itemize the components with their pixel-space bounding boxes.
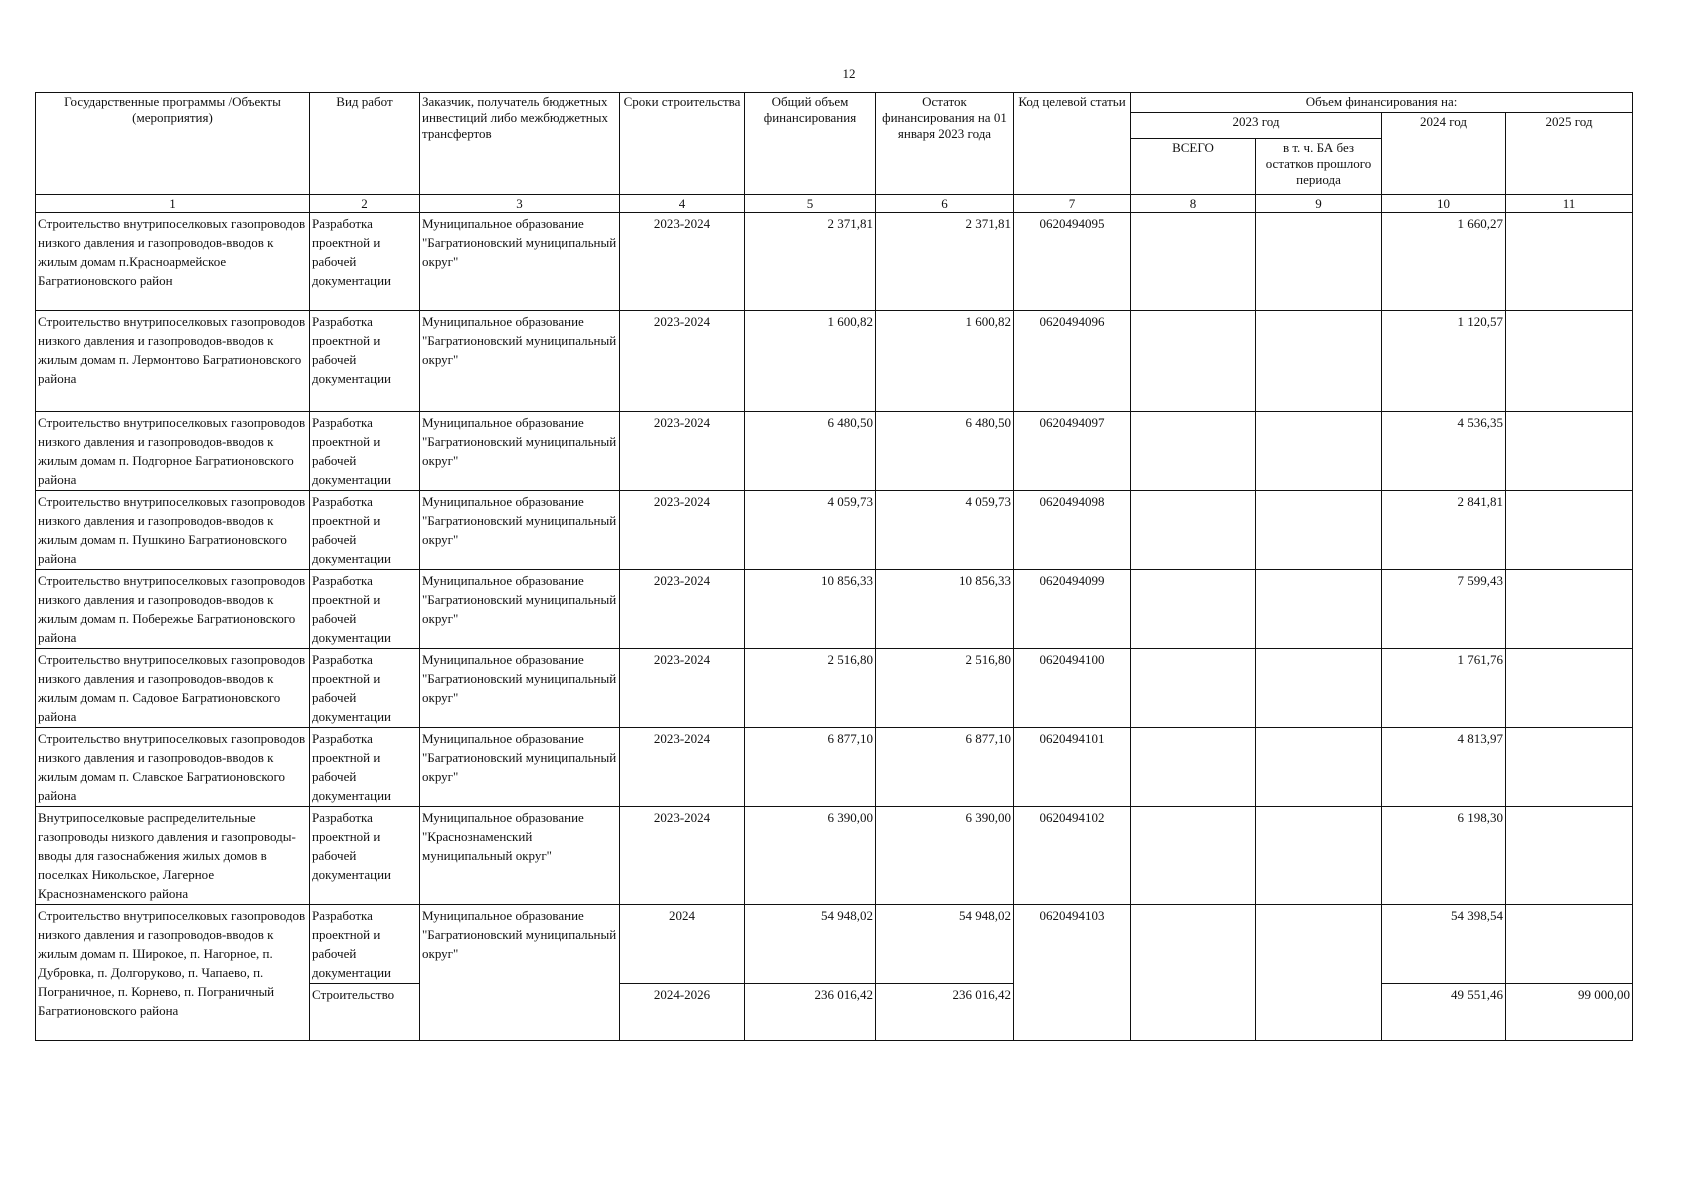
table-row bbox=[36, 728, 1633, 807]
financing-table bbox=[35, 92, 1633, 1041]
customer: Муниципальное образование "Багратионовский муниципальный округ" bbox=[420, 649, 620, 728]
target-code: 0620494100 bbox=[1014, 649, 1131, 728]
amount-2023-ba bbox=[1256, 807, 1382, 905]
amount-2024: 49 551,46 bbox=[1382, 984, 1506, 1041]
table-row bbox=[36, 807, 1633, 905]
remainder: 4 059,73 bbox=[876, 491, 1014, 570]
header-year-2023: 2023 год bbox=[1131, 113, 1382, 139]
amount-2023-ba bbox=[1256, 570, 1382, 649]
remainder: 6 390,00 bbox=[876, 807, 1014, 905]
header-funding-volume: Объем финансирования на: bbox=[1131, 93, 1633, 113]
object-name: Строительство внутрипоселковых газопроводов низкого давления и газопроводов-вводов к жилым домам п.Красноармейское Багратионовского район bbox=[36, 213, 310, 311]
header-year-2024: 2024 год bbox=[1382, 113, 1506, 195]
total-financing: 6 480,50 bbox=[745, 412, 876, 491]
amount-2023-total bbox=[1131, 311, 1256, 412]
construction-period: 2023-2024 bbox=[620, 491, 745, 570]
amount-2025 bbox=[1506, 213, 1633, 311]
remainder: 2 371,81 bbox=[876, 213, 1014, 311]
amount-2023-total bbox=[1131, 728, 1256, 807]
customer: Муниципальное образование "Багратионовский муниципальный округ" bbox=[420, 213, 620, 311]
work-type: Разработка проектной и рабочей документации bbox=[310, 807, 420, 905]
table-row bbox=[36, 649, 1633, 728]
amount-2024: 2 841,81 bbox=[1382, 491, 1506, 570]
remainder: 6 877,10 bbox=[876, 728, 1014, 807]
construction-period: 2023-2024 bbox=[620, 807, 745, 905]
amount-2023-ba bbox=[1256, 905, 1382, 1041]
amount-2025 bbox=[1506, 311, 1633, 412]
target-code: 0620494101 bbox=[1014, 728, 1131, 807]
total-financing: 6 390,00 bbox=[745, 807, 876, 905]
amount-2025: 99 000,00 bbox=[1506, 984, 1633, 1041]
header-2023-total: ВСЕГО bbox=[1131, 139, 1256, 195]
customer: Муниципальное образование "Багратионовский муниципальный округ" bbox=[420, 311, 620, 412]
work-type: Строительство bbox=[310, 984, 420, 1041]
work-type: Разработка проектной и рабочей документации bbox=[310, 570, 420, 649]
amount-2025 bbox=[1506, 491, 1633, 570]
customer: Муниципальное образование "Багратионовский муниципальный округ" bbox=[420, 412, 620, 491]
column-number: 10 bbox=[1382, 195, 1506, 213]
total-financing: 2 516,80 bbox=[745, 649, 876, 728]
amount-2023-ba bbox=[1256, 213, 1382, 311]
table-row bbox=[36, 491, 1633, 570]
amount-2024: 1 761,76 bbox=[1382, 649, 1506, 728]
work-type: Разработка проектной и рабочей документации bbox=[310, 491, 420, 570]
amount-2024: 7 599,43 bbox=[1382, 570, 1506, 649]
customer: Муниципальное образование "Багратионовский муниципальный округ" bbox=[420, 570, 620, 649]
remainder: 2 516,80 bbox=[876, 649, 1014, 728]
total-financing: 6 877,10 bbox=[745, 728, 876, 807]
header-customer: Заказчик, получатель бюджетных инвестиций либо межбюджетных трансфертов bbox=[420, 93, 620, 195]
work-type: Разработка проектной и рабочей документации bbox=[310, 213, 420, 311]
object-name: Строительство внутрипоселковых газопроводов низкого давления и газопроводов-вводов к жилым домам п. Лермонтово Багратионовского района bbox=[36, 311, 310, 412]
target-code: 0620494103 bbox=[1014, 905, 1131, 1041]
amount-2024: 1 120,57 bbox=[1382, 311, 1506, 412]
construction-period: 2024 bbox=[620, 905, 745, 984]
customer: Муниципальное образование "Багратионовский муниципальный округ" bbox=[420, 905, 620, 1041]
target-code: 0620494097 bbox=[1014, 412, 1131, 491]
header-total-financing: Общий объем финансирования bbox=[745, 93, 876, 195]
total-financing: 54 948,02 bbox=[745, 905, 876, 984]
table-row bbox=[36, 213, 1633, 311]
table-row bbox=[36, 412, 1633, 491]
object-name: Строительство внутрипоселковых газопроводов низкого давления и газопроводов-вводов к жилым домам п. Славское Багратионовского района bbox=[36, 728, 310, 807]
construction-period: 2023-2024 bbox=[620, 412, 745, 491]
remainder: 10 856,33 bbox=[876, 570, 1014, 649]
amount-2023-total bbox=[1131, 491, 1256, 570]
amount-2025 bbox=[1506, 807, 1633, 905]
header-work-type: Вид работ bbox=[310, 93, 420, 195]
construction-period: 2024-2026 bbox=[620, 984, 745, 1041]
header-remainder: Остаток финансирования на 01 января 2023 года bbox=[876, 93, 1014, 195]
header-construction-period: Сроки строительства bbox=[620, 93, 745, 195]
amount-2024: 4 536,35 bbox=[1382, 412, 1506, 491]
amount-2025 bbox=[1506, 412, 1633, 491]
amount-2023-ba bbox=[1256, 491, 1382, 570]
construction-period: 2023-2024 bbox=[620, 311, 745, 412]
target-code: 0620494095 bbox=[1014, 213, 1131, 311]
header-target-code: Код целевой статьи bbox=[1014, 93, 1131, 195]
column-number: 4 bbox=[620, 195, 745, 213]
column-number: 11 bbox=[1506, 195, 1633, 213]
amount-2023-total bbox=[1131, 905, 1256, 1041]
table-row bbox=[36, 905, 1633, 984]
remainder: 236 016,42 bbox=[876, 984, 1014, 1041]
amount-2024: 6 198,30 bbox=[1382, 807, 1506, 905]
customer: Муниципальное образование "Багратионовский муниципальный округ" bbox=[420, 491, 620, 570]
construction-period: 2023-2024 bbox=[620, 213, 745, 311]
amount-2025 bbox=[1506, 570, 1633, 649]
amount-2023-ba bbox=[1256, 412, 1382, 491]
amount-2024: 1 660,27 bbox=[1382, 213, 1506, 311]
column-number: 6 bbox=[876, 195, 1014, 213]
amount-2023-total bbox=[1131, 649, 1256, 728]
amount-2025 bbox=[1506, 649, 1633, 728]
total-financing: 236 016,42 bbox=[745, 984, 876, 1041]
header-year-2025: 2025 год bbox=[1506, 113, 1633, 195]
amount-2023-ba bbox=[1256, 728, 1382, 807]
amount-2023-total bbox=[1131, 570, 1256, 649]
work-type: Разработка проектной и рабочей документации bbox=[310, 649, 420, 728]
header-2023-ba: в т. ч. БА без остатков прошлого периода bbox=[1256, 139, 1382, 195]
work-type: Разработка проектной и рабочей документации bbox=[310, 311, 420, 412]
object-name: Строительство внутрипоселковых газопроводов низкого давления и газопроводов-вводов к жилым домам п. Подгорное Багратионовского района bbox=[36, 412, 310, 491]
column-number: 1 bbox=[36, 195, 310, 213]
table-row bbox=[36, 570, 1633, 649]
total-financing: 2 371,81 bbox=[745, 213, 876, 311]
amount-2024: 4 813,97 bbox=[1382, 728, 1506, 807]
object-name: Строительство внутрипоселковых газопроводов низкого давления и газопроводов-вводов к жилым домам п. Садовое Багратионовского района bbox=[36, 649, 310, 728]
amount-2023-total bbox=[1131, 412, 1256, 491]
target-code: 0620494102 bbox=[1014, 807, 1131, 905]
column-number: 2 bbox=[310, 195, 420, 213]
construction-period: 2023-2024 bbox=[620, 728, 745, 807]
target-code: 0620494098 bbox=[1014, 491, 1131, 570]
total-financing: 4 059,73 bbox=[745, 491, 876, 570]
customer: Муниципальное образование "Краснознаменский муниципальный округ" bbox=[420, 807, 620, 905]
column-number: 9 bbox=[1256, 195, 1382, 213]
column-number: 8 bbox=[1131, 195, 1256, 213]
amount-2025 bbox=[1506, 728, 1633, 807]
target-code: 0620494099 bbox=[1014, 570, 1131, 649]
customer: Муниципальное образование "Багратионовский муниципальный округ" bbox=[420, 728, 620, 807]
amount-2023-ba bbox=[1256, 311, 1382, 412]
total-financing: 10 856,33 bbox=[745, 570, 876, 649]
amount-2025 bbox=[1506, 905, 1633, 984]
amount-2024: 54 398,54 bbox=[1382, 905, 1506, 984]
column-number: 3 bbox=[420, 195, 620, 213]
work-type: Разработка проектной и рабочей документации bbox=[310, 728, 420, 807]
object-name: Строительство внутрипоселковых газопроводов низкого давления и газопроводов-вводов к жилым домам п. Побережье Багратионовского района bbox=[36, 570, 310, 649]
amount-2023-total bbox=[1131, 213, 1256, 311]
page-number: 12 bbox=[842, 66, 856, 81]
target-code: 0620494096 bbox=[1014, 311, 1131, 412]
construction-period: 2023-2024 bbox=[620, 649, 745, 728]
amount-2023-ba bbox=[1256, 649, 1382, 728]
construction-period: 2023-2024 bbox=[620, 570, 745, 649]
object-name: Внутрипоселковые распределительные газопроводы низкого давления и газопроводы-вводы для газоснабжения жилых домов в поселках Никольское, Лагерное Краснознаменского района bbox=[36, 807, 310, 905]
column-number: 5 bbox=[745, 195, 876, 213]
total-financing: 1 600,82 bbox=[745, 311, 876, 412]
object-name: Строительство внутрипоселковых газопроводов низкого давления и газопроводов-вводов к жилым домам п. Пушкино Багратионовского района bbox=[36, 491, 310, 570]
remainder: 1 600,82 bbox=[876, 311, 1014, 412]
column-number: 7 bbox=[1014, 195, 1131, 213]
object-name: Строительство внутрипоселковых газопроводов низкого давления и газопроводов-вводов к жилым домам п. Широкое, п. Нагорное, п. Дубровка, п. Долгоруково, п. Чапаево, п. Пограничное, п. Корнево, п. Пограничный Багратионовского района bbox=[36, 905, 310, 1041]
work-type: Разработка проектной и рабочей документации bbox=[310, 412, 420, 491]
work-type: Разработка проектной и рабочей документации bbox=[310, 905, 420, 984]
header-objects: Государственные программы /Объекты (мероприятия) bbox=[36, 93, 310, 195]
remainder: 54 948,02 bbox=[876, 905, 1014, 984]
amount-2023-total bbox=[1131, 807, 1256, 905]
table-row bbox=[36, 311, 1633, 412]
remainder: 6 480,50 bbox=[876, 412, 1014, 491]
